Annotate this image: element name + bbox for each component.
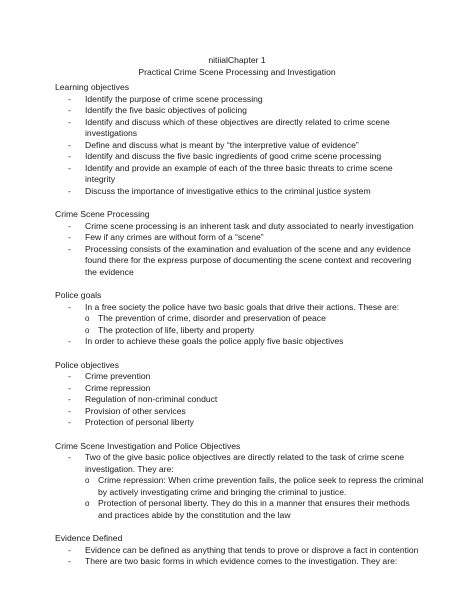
- section-evidence-defined: [55, 533, 425, 568]
- sub-list-item: o Protection of personal liberty. They do this in a manner that ensures their methods and practices abide by the constitution and the law: [55, 498, 425, 521]
- list-item: - Discuss the importance of investigative ethics to the criminal justice system: [55, 186, 425, 198]
- list-item: - Crime prevention: [55, 371, 425, 383]
- bullet-list: [55, 94, 425, 198]
- document-body: [55, 82, 425, 580]
- list-item: - Identify the five basic objectives of policing: [55, 105, 425, 117]
- list-item: - Evidence can be defined as anything that tends to prove or disprove a fact in contention: [55, 545, 425, 557]
- section-heading: Police objectives: [55, 359, 120, 370]
- section-heading: Crime Scene Investigation and Police Objectives: [55, 440, 241, 451]
- list-item: [55, 302, 425, 337]
- bullet-list: [55, 302, 425, 348]
- section-csi-police-objectives: [55, 441, 425, 522]
- list-item: - Processing consists of the examination and evaluation of the scene and any evidence found there for the express purpose of documenting the scene context and recovering the evidence: [55, 244, 425, 279]
- list-item: - Crime scene processing is an inherent task and duty associated to nearly investigation: [55, 221, 425, 233]
- sub-list-item: o The protection of life, liberty and property: [55, 325, 425, 337]
- list-item: - Identify and discuss which of these objectives are directly related to crime scene investigations: [55, 117, 425, 140]
- list-item: - Few if any crimes are without form of a “scene”: [55, 232, 425, 244]
- section-police-objectives: [55, 360, 425, 429]
- bullet-list: [55, 452, 425, 521]
- sub-list: [55, 475, 425, 521]
- section-heading: Crime Scene Processing: [55, 209, 150, 219]
- sub-list-item: o Crime repression: When crime prevention fails, the police seek to repress the criminal by actively investigating crime and bringing the criminal to justice.: [55, 475, 425, 498]
- sub-list: [55, 313, 425, 336]
- list-item: - There are two basic forms in which evidence comes to the investigation. They are:: [55, 556, 425, 568]
- list-item: - Identify and discuss the five basic ingredients of good crime scene processing: [55, 151, 425, 163]
- bullet-list: [55, 545, 425, 568]
- section-crime-scene-processing: [55, 209, 425, 278]
- bullet-list: [55, 371, 425, 429]
- section-police-goals: [55, 290, 425, 348]
- list-item: - In order to achieve these goals the police apply five basic objectives: [55, 336, 425, 348]
- list-item: - Protection of personal liberty: [55, 417, 425, 429]
- section-heading: Learning objectives: [55, 82, 130, 92]
- list-item: - Provision of other services: [55, 406, 425, 418]
- sub-list-item: o The prevention of crime, disorder and preservation of peace: [55, 313, 425, 325]
- list-item: [55, 452, 425, 521]
- section-heading: Evidence Defined: [55, 533, 123, 543]
- list-item: - Identify the purpose of crime scene processing: [55, 94, 425, 106]
- list-item-text: In a free society the police have two basic goals that drive their actions. These are:: [85, 301, 400, 312]
- list-item: - Crime repression: [55, 383, 425, 395]
- document-title-line2: Practical Crime Scene Processing and Investigation: [138, 67, 336, 77]
- list-item-text: Two of the give basic police objectives are directly related to the task of crime scene investigation. They are:: [85, 452, 405, 474]
- list-item: - Define and discuss what is meant by “the interpretive value of evidence”: [55, 140, 425, 152]
- list-item: - Regulation of non-criminal conduct: [55, 394, 425, 406]
- bullet-list: [55, 221, 425, 279]
- document-title-line1: nitiialChapter 1: [208, 55, 266, 65]
- section-learning-objectives: [55, 82, 425, 197]
- list-item: - Identify and provide an example of each of the three basic threats to crime scene integrity: [55, 163, 425, 186]
- section-heading: Police goals: [55, 290, 102, 300]
